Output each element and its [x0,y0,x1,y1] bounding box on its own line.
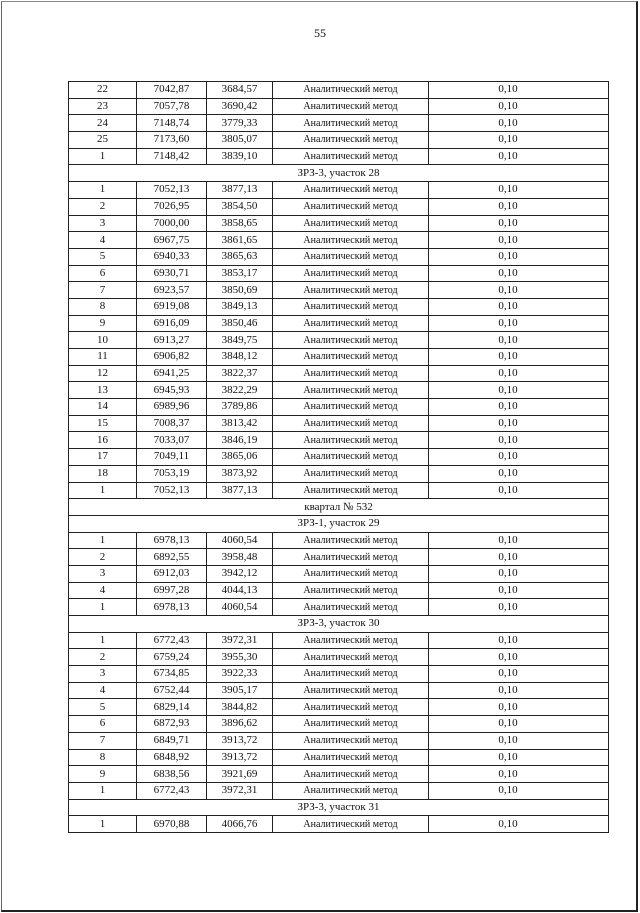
accuracy: 0,10 [429,198,609,215]
method: Аналитический метод [273,766,429,783]
table-row [69,415,609,432]
method: Аналитический метод [273,148,429,165]
coord-x: 6913,27 [137,332,207,349]
coord-y: 3690,42 [207,98,273,115]
table-row [69,182,609,199]
accuracy: 0,10 [429,766,609,783]
accuracy: 0,10 [429,549,609,566]
coord-y: 3955,30 [207,649,273,666]
section-title: квартал № 532 [69,499,609,516]
point-number: 7 [69,282,137,299]
accuracy: 0,10 [429,82,609,99]
coord-y: 3913,72 [207,749,273,766]
coord-x: 6912,03 [137,565,207,582]
point-number: 6 [69,716,137,733]
table-row [69,782,609,799]
table-row [69,298,609,315]
coord-x: 6759,24 [137,649,207,666]
section-header-row [69,799,609,816]
point-number: 1 [69,532,137,549]
point-number: 22 [69,82,137,99]
point-number: 8 [69,298,137,315]
accuracy: 0,10 [429,666,609,683]
coord-y: 3839,10 [207,148,273,165]
point-number: 1 [69,816,137,833]
coord-x: 6892,55 [137,549,207,566]
point-number: 15 [69,415,137,432]
coord-x: 7173,60 [137,132,207,149]
coord-x: 7052,13 [137,482,207,499]
method: Аналитический метод [273,182,429,199]
method: Аналитический метод [273,449,429,466]
coord-x: 7057,78 [137,98,207,115]
coord-y: 3848,12 [207,349,273,366]
section-header-row [69,165,609,182]
point-number: 4 [69,582,137,599]
table-row [69,282,609,299]
coord-x: 6848,92 [137,749,207,766]
method: Аналитический метод [273,298,429,315]
coord-x: 6734,85 [137,666,207,683]
table-row [69,465,609,482]
accuracy: 0,10 [429,399,609,416]
point-number: 11 [69,349,137,366]
table-row [69,599,609,616]
table-row [69,148,609,165]
coord-y: 3805,07 [207,132,273,149]
accuracy: 0,10 [429,532,609,549]
accuracy: 0,10 [429,248,609,265]
coord-y: 3873,92 [207,465,273,482]
method: Аналитический метод [273,716,429,733]
accuracy: 0,10 [429,332,609,349]
point-number: 7 [69,732,137,749]
accuracy: 0,10 [429,115,609,132]
table-row [69,232,609,249]
coord-x: 7008,37 [137,415,207,432]
coord-y: 3865,63 [207,248,273,265]
table-row [69,682,609,699]
method: Аналитический метод [273,332,429,349]
coord-x: 6923,57 [137,282,207,299]
point-number: 12 [69,365,137,382]
coord-y: 3850,69 [207,282,273,299]
table-row [69,248,609,265]
coord-x: 6906,82 [137,349,207,366]
point-number: 2 [69,649,137,666]
table-row [69,632,609,649]
coord-x: 6829,14 [137,699,207,716]
coord-y: 3896,62 [207,716,273,733]
table-row [69,198,609,215]
coord-y: 3844,82 [207,699,273,716]
coord-y: 3846,19 [207,432,273,449]
point-number: 13 [69,382,137,399]
method: Аналитический метод [273,265,429,282]
table-row [69,215,609,232]
coord-y: 3921,69 [207,766,273,783]
coord-x: 6970,88 [137,816,207,833]
coord-x: 7148,74 [137,115,207,132]
method: Аналитический метод [273,415,429,432]
coord-y: 3958,48 [207,549,273,566]
method: Аналитический метод [273,816,429,833]
accuracy: 0,10 [429,682,609,699]
point-number: 1 [69,632,137,649]
coord-y: 3684,57 [207,82,273,99]
coord-y: 3850,46 [207,315,273,332]
page-number: 55 [314,26,326,40]
point-number: 17 [69,449,137,466]
coord-y: 3942,12 [207,565,273,582]
coord-x: 7026,95 [137,198,207,215]
coord-y: 3853,17 [207,265,273,282]
accuracy: 0,10 [429,148,609,165]
method: Аналитический метод [273,198,429,215]
accuracy: 0,10 [429,182,609,199]
point-number: 14 [69,399,137,416]
accuracy: 0,10 [429,749,609,766]
section-header-row [69,616,609,633]
coord-y: 3849,75 [207,332,273,349]
coord-x: 6978,13 [137,532,207,549]
coord-x: 7148,42 [137,148,207,165]
section-title: ЗРЗ-3, участок 28 [69,165,609,182]
method: Аналитический метод [273,382,429,399]
accuracy: 0,10 [429,716,609,733]
coord-x: 6978,13 [137,599,207,616]
table-row [69,732,609,749]
accuracy: 0,10 [429,699,609,716]
coord-y: 4044,13 [207,582,273,599]
point-number: 3 [69,215,137,232]
coord-x: 6838,56 [137,766,207,783]
coord-y: 3905,17 [207,682,273,699]
accuracy: 0,10 [429,349,609,366]
coord-x: 7049,11 [137,449,207,466]
method: Аналитический метод [273,682,429,699]
coord-x: 6930,71 [137,265,207,282]
table-row [69,532,609,549]
point-number: 8 [69,749,137,766]
coordinates-table [68,81,609,833]
table-row [69,432,609,449]
coord-x: 6989,96 [137,399,207,416]
table-row [69,332,609,349]
method: Аналитический метод [273,399,429,416]
method: Аналитический метод [273,215,429,232]
coord-y: 3822,29 [207,382,273,399]
table-row [69,482,609,499]
coord-x: 6916,09 [137,315,207,332]
coord-x: 6772,43 [137,782,207,799]
coord-x: 7000,00 [137,215,207,232]
method: Аналитический метод [273,666,429,683]
method: Аналитический метод [273,649,429,666]
method: Аналитический метод [273,532,429,549]
coord-x: 6752,44 [137,682,207,699]
method: Аналитический метод [273,432,429,449]
section-header-row [69,515,609,532]
method: Аналитический метод [273,98,429,115]
point-number: 2 [69,549,137,566]
accuracy: 0,10 [429,98,609,115]
coord-x: 7052,13 [137,182,207,199]
accuracy: 0,10 [429,632,609,649]
accuracy: 0,10 [429,482,609,499]
coord-y: 3789,86 [207,399,273,416]
coord-y: 3858,65 [207,215,273,232]
table-row [69,565,609,582]
coord-x: 6919,08 [137,298,207,315]
coord-y: 3822,37 [207,365,273,382]
accuracy: 0,10 [429,215,609,232]
point-number: 5 [69,699,137,716]
accuracy: 0,10 [429,382,609,399]
coordinates-table-body [69,82,609,833]
method: Аналитический метод [273,365,429,382]
coord-y: 3877,13 [207,482,273,499]
point-number: 9 [69,766,137,783]
table-row [69,816,609,833]
table-row [69,382,609,399]
accuracy: 0,10 [429,649,609,666]
table-row [69,115,609,132]
coord-x: 7053,19 [137,465,207,482]
table-row [69,98,609,115]
point-number: 2 [69,198,137,215]
table-row [69,649,609,666]
coord-y: 4060,54 [207,599,273,616]
point-number: 3 [69,565,137,582]
coord-x: 7033,07 [137,432,207,449]
method: Аналитический метод [273,782,429,799]
table-row [69,699,609,716]
coord-x: 6945,93 [137,382,207,399]
table-row [69,582,609,599]
point-number: 6 [69,265,137,282]
point-number: 3 [69,666,137,683]
point-number: 1 [69,782,137,799]
accuracy: 0,10 [429,432,609,449]
method: Аналитический метод [273,115,429,132]
coord-x: 6967,75 [137,232,207,249]
coord-x: 6772,43 [137,632,207,649]
table-row [69,549,609,566]
point-number: 16 [69,432,137,449]
table-row [69,766,609,783]
method: Аналитический метод [273,732,429,749]
accuracy: 0,10 [429,315,609,332]
table-row [69,265,609,282]
point-number: 1 [69,148,137,165]
table-row [69,82,609,99]
table-row [69,666,609,683]
coord-x: 6997,28 [137,582,207,599]
coord-y: 3865,06 [207,449,273,466]
point-number: 1 [69,182,137,199]
section-title: ЗРЗ-1, участок 29 [69,515,609,532]
section-title: ЗРЗ-3, участок 31 [69,799,609,816]
method: Аналитический метод [273,465,429,482]
method: Аналитический метод [273,549,429,566]
coord-y: 3877,13 [207,182,273,199]
method: Аналитический метод [273,349,429,366]
method: Аналитический метод [273,632,429,649]
accuracy: 0,10 [429,565,609,582]
coord-y: 3913,72 [207,732,273,749]
accuracy: 0,10 [429,782,609,799]
point-number: 24 [69,115,137,132]
accuracy: 0,10 [429,298,609,315]
coord-y: 3972,31 [207,632,273,649]
method: Аналитический метод [273,315,429,332]
point-number: 4 [69,682,137,699]
accuracy: 0,10 [429,599,609,616]
coord-x: 6872,93 [137,716,207,733]
method: Аналитический метод [273,565,429,582]
coord-x: 6940,33 [137,248,207,265]
section-title: ЗРЗ-3, участок 30 [69,616,609,633]
coord-y: 3922,33 [207,666,273,683]
point-number: 10 [69,332,137,349]
accuracy: 0,10 [429,132,609,149]
point-number: 9 [69,315,137,332]
point-number: 1 [69,599,137,616]
coord-x: 6849,71 [137,732,207,749]
method: Аналитический метод [273,282,429,299]
method: Аналитический метод [273,82,429,99]
table-row [69,399,609,416]
accuracy: 0,10 [429,449,609,466]
table-row [69,365,609,382]
table-row [69,449,609,466]
coord-y: 4060,54 [207,532,273,549]
point-number: 25 [69,132,137,149]
table-row [69,749,609,766]
method: Аналитический метод [273,482,429,499]
coord-y: 3813,42 [207,415,273,432]
accuracy: 0,10 [429,265,609,282]
table-row [69,132,609,149]
method: Аналитический метод [273,248,429,265]
point-number: 1 [69,482,137,499]
section-header-row [69,499,609,516]
method: Аналитический метод [273,582,429,599]
accuracy: 0,10 [429,365,609,382]
method: Аналитический метод [273,699,429,716]
accuracy: 0,10 [429,582,609,599]
table-row [69,315,609,332]
method: Аналитический метод [273,132,429,149]
coord-y: 3779,33 [207,115,273,132]
method: Аналитический метод [273,749,429,766]
point-number: 4 [69,232,137,249]
coord-x: 6941,25 [137,365,207,382]
accuracy: 0,10 [429,816,609,833]
point-number: 23 [69,98,137,115]
accuracy: 0,10 [429,465,609,482]
table-row [69,716,609,733]
point-number: 5 [69,248,137,265]
method: Аналитический метод [273,599,429,616]
accuracy: 0,10 [429,415,609,432]
method: Аналитический метод [273,232,429,249]
point-number: 18 [69,465,137,482]
accuracy: 0,10 [429,232,609,249]
coord-y: 3972,31 [207,782,273,799]
coord-y: 3849,13 [207,298,273,315]
accuracy: 0,10 [429,282,609,299]
coord-y: 3861,65 [207,232,273,249]
table-row [69,349,609,366]
coord-y: 4066,76 [207,816,273,833]
coord-x: 7042,87 [137,82,207,99]
accuracy: 0,10 [429,732,609,749]
coord-y: 3854,50 [207,198,273,215]
